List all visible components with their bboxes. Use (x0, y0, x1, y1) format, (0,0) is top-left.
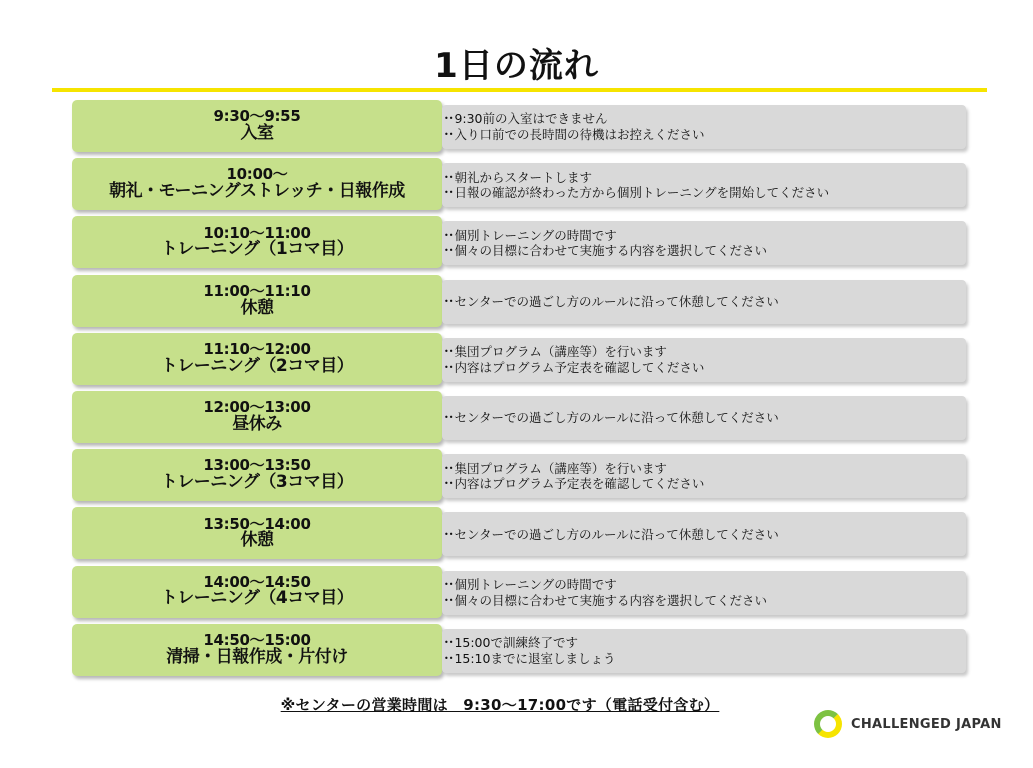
description-line: •• 入り口前での長時間の待機はお控えください (444, 127, 966, 143)
description-block (442, 280, 966, 324)
description-line: •• センターでの過ごし方のルールに沿って休憩してください (444, 410, 966, 426)
activity-label: 休憩 (240, 297, 274, 318)
logo-text: CHALLENGED JAPAN (851, 716, 1002, 732)
activity-label: 休憩 (240, 530, 274, 551)
logo-ring-icon (814, 710, 842, 738)
description-line: •• 個別トレーニングの時間です (444, 228, 966, 244)
time-range: 10:10〜11:00 (203, 223, 311, 242)
schedule-row (72, 275, 970, 333)
time-range: 11:00〜11:10 (203, 281, 311, 300)
schedule-row (72, 333, 970, 391)
description-line: •• 内容はプログラム予定表を確認してください (444, 360, 966, 376)
schedule-row (72, 566, 970, 624)
description-block (442, 396, 966, 440)
schedule-row (72, 216, 970, 274)
activity-label: トレーニング（1コマ目） (160, 239, 354, 260)
time-range: 11:10〜12:00 (203, 339, 311, 358)
schedule-list (72, 100, 970, 682)
description-line: •• 内容はプログラム予定表を確認してください (444, 476, 966, 492)
time-block (72, 449, 442, 501)
time-block (72, 100, 442, 152)
schedule-row (72, 391, 970, 449)
description-line: •• 個々の目標に合わせて実施する内容を選択してください (444, 243, 966, 259)
description-line: •• 集団プログラム（講座等）を行います (444, 344, 966, 360)
activity-label: トレーニング（2コマ目） (160, 355, 354, 376)
time-range: 13:50〜14:00 (203, 514, 311, 533)
time-block (72, 158, 442, 210)
description-block (442, 512, 966, 556)
schedule-row (72, 507, 970, 565)
description-line: •• 9:30前の入室はできません (444, 111, 966, 127)
description-block (442, 105, 966, 149)
company-logo (814, 710, 1002, 738)
description-line: •• センターでの過ごし方のルールに沿って休憩してください (444, 527, 966, 543)
description-line: •• 15:00で訓練終了です (444, 635, 966, 651)
description-line: •• センターでの過ごし方のルールに沿って休憩してください (444, 294, 966, 310)
description-block (442, 571, 966, 615)
time-range: 9:30〜9:55 (213, 107, 301, 126)
business-hours-note: ※センターの営業時間は 9:30〜17:00です（電話受付含む） (280, 696, 720, 714)
description-line: •• 個別トレーニングの時間です (444, 577, 966, 593)
description-block (442, 338, 966, 382)
description-block (442, 221, 966, 265)
time-range: 13:00〜13:50 (203, 456, 311, 475)
activity-label: 昼休み (232, 413, 282, 434)
time-block (72, 391, 442, 443)
schedule-row (72, 449, 970, 507)
description-line: •• 15:10までに退室しましょう (444, 651, 966, 667)
page-title: 1日の流れ (434, 46, 599, 86)
title-underline (52, 88, 987, 92)
time-range: 14:00〜14:50 (203, 572, 311, 591)
description-line: •• 個々の目標に合わせて実施する内容を選択してください (444, 593, 966, 609)
time-block (72, 275, 442, 327)
time-block (72, 566, 442, 618)
description-block (442, 163, 966, 207)
time-block (72, 216, 442, 268)
description-line: •• 日報の確認が終わった方から個別トレーニングを開始してください (444, 185, 966, 201)
description-block (442, 629, 966, 673)
time-block (72, 333, 442, 385)
time-range: 14:50〜15:00 (203, 630, 311, 649)
schedule-row (72, 100, 970, 158)
schedule-row (72, 624, 970, 682)
activity-label: トレーニング（4コマ目） (160, 588, 354, 609)
time-block (72, 624, 442, 676)
description-line: •• 集団プログラム（講座等）を行います (444, 461, 966, 477)
activity-label: 清掃・日報作成・片付け (166, 646, 348, 667)
description-block (442, 454, 966, 498)
activity-label: トレーニング（3コマ目） (160, 472, 354, 493)
description-line: •• 朝礼からスタートします (444, 170, 966, 186)
time-range: 12:00〜13:00 (203, 398, 311, 417)
activity-label: 入室 (240, 122, 274, 143)
time-block (72, 507, 442, 559)
schedule-row (72, 158, 970, 216)
activity-label: 朝礼・モーニングストレッチ・日報作成 (109, 181, 405, 202)
time-range: 10:00〜 (226, 165, 288, 184)
